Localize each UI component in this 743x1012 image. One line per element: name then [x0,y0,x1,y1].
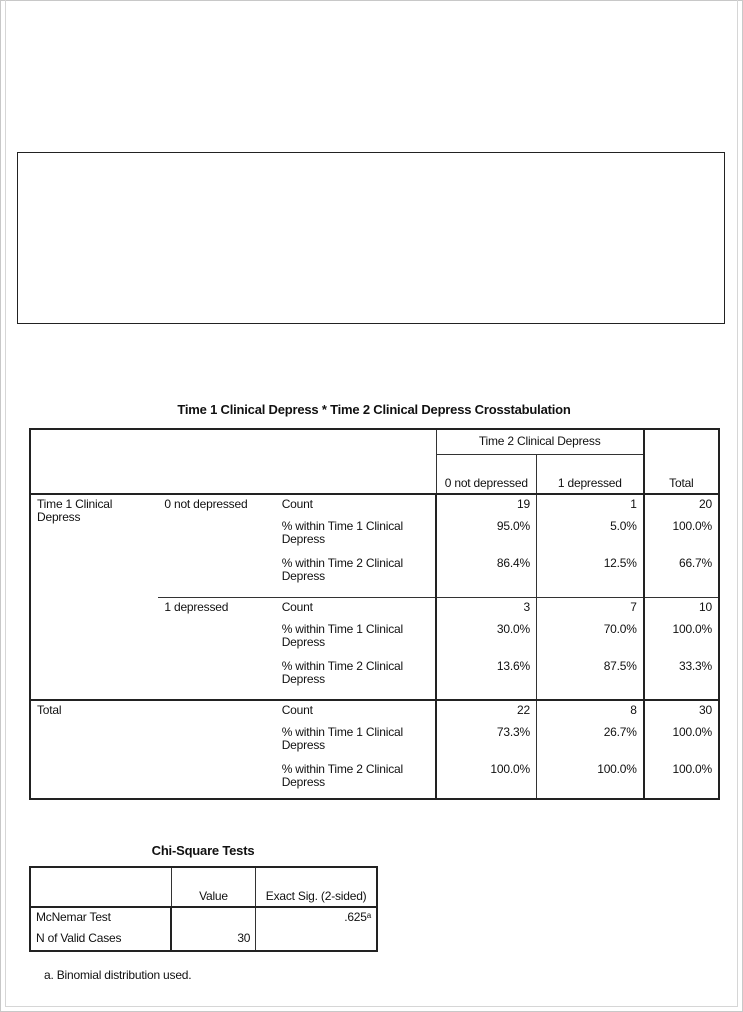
chi-square-title: Chi-Square Tests [151,843,255,858]
col-header-depressed: 1 depressed [536,454,643,494]
cell: 100.0% [644,763,719,799]
row-label: N of Valid Cases [36,931,122,945]
cell: 13.6% [436,660,536,700]
cell: 1 [536,494,643,520]
crosstab-header-row-1 [30,429,719,454]
cell: 5.0% [536,520,643,557]
cell: 100.0% [644,623,719,660]
cell: 87.5% [536,660,643,700]
cell: 70.0% [536,623,643,660]
stat-label: Count [276,597,436,623]
cell: 10 [644,597,719,623]
col-header-not-depressed: 0 not depressed [436,454,536,494]
cell: 95.0% [436,520,536,557]
stat-label: % within Time 2 Clinical Depress [281,556,403,583]
row-label: McNemar Test [36,910,111,924]
stat-label: Count [281,703,313,717]
table-row [30,494,719,520]
crosstab-table [29,428,720,800]
footnote-marker: a [366,911,371,920]
stat-label: Count [281,497,313,511]
cell: 73.3% [436,726,536,763]
cell: 8 [536,700,643,726]
cell [171,907,256,929]
cell: 30 [171,929,256,951]
col-header-total: Total [644,429,719,494]
footnote: a. Binomial distribution used. [44,968,192,982]
cell: 30.0% [436,623,536,660]
cell: 19 [436,494,536,520]
col-group-header: Time 2 Clinical Depress [436,429,644,454]
table-row [30,929,377,951]
stat-label: % within Time 1 Clinical Depress [281,622,403,649]
stat-label: % within Time 1 Clinical Depress [281,725,403,752]
cell: 100.0% [436,763,536,799]
table-row [30,700,719,726]
cell: 100.0% [536,763,643,799]
cell: 12.5% [536,557,643,597]
group-label: 1 depressed [158,597,275,700]
stat-label: % within Time 2 Clinical Depress [281,762,403,789]
stat-label: % within Time 1 Clinical Depress [281,519,403,546]
cell: 20 [644,494,719,520]
chi-header-row [30,867,377,907]
empty-answer-box [17,152,725,324]
cell [256,929,377,951]
crosstab-title: Time 1 Clinical Depress * Time 2 Clinical Depress Crosstabulation [177,402,571,417]
cell: 30 [644,700,719,726]
col-header-value: Value [171,867,256,907]
stat-label: % within Time 2 Clinical Depress [281,659,403,686]
group-label: 0 not depressed [164,497,248,511]
table-row [30,907,377,929]
total-label: Total [37,703,62,717]
chi-square-table [29,866,378,952]
cell: 86.4% [436,557,536,597]
cell [256,907,377,929]
cell: 66.7% [644,557,719,597]
cell: 7 [536,597,643,623]
cell: 100.0% [644,726,719,763]
cell: 3 [436,597,536,623]
sig-value: .625 [344,910,367,924]
col-header-exact-sig: Exact Sig. (2-sided) [256,867,377,907]
row-var-label: Time 1 Clinical Depress [37,497,113,524]
cell: 26.7% [536,726,643,763]
cell: 100.0% [644,520,719,557]
cell: 33.3% [644,660,719,700]
cell: 22 [436,700,536,726]
